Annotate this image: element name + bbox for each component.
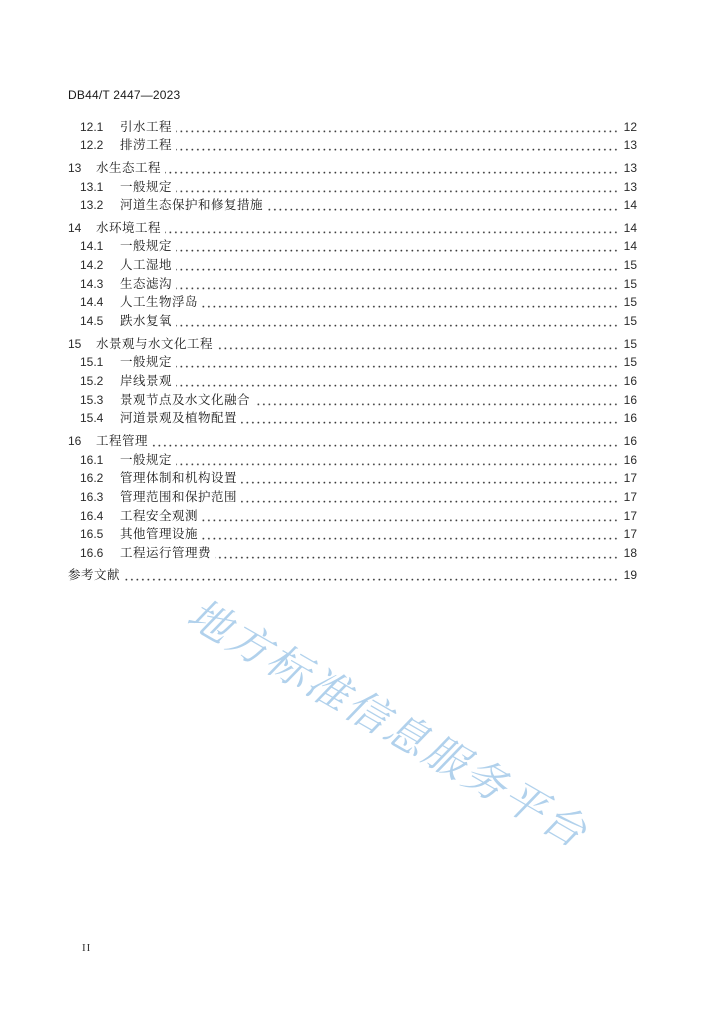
dot-leader: [254, 391, 619, 410]
toc-entry-number: 13.1: [80, 179, 104, 194]
toc-entry-number: 12.1: [80, 119, 104, 134]
toc-entry: [68, 136, 637, 155]
toc-entry-number: 14.3: [80, 276, 104, 291]
dot-leader: [176, 353, 619, 372]
toc-entry-title: 管理范围和保护范围: [120, 489, 238, 504]
toc-entry-page: 17: [623, 508, 637, 523]
toc-entry: [68, 196, 637, 215]
toc-entry-number: 16.1: [80, 452, 104, 467]
toc-entry-title: 岸线景观: [120, 373, 173, 388]
toc-entry-page: 17: [623, 471, 637, 486]
dot-leader: [215, 544, 619, 563]
toc-entry-title: 水环境工程: [96, 220, 162, 235]
toc-entry-references: [68, 566, 637, 585]
toc-entry: [68, 293, 637, 312]
toc-entry-page: 17: [623, 489, 637, 504]
dot-leader: [176, 136, 619, 155]
toc-entry-page: 14: [623, 220, 637, 235]
toc-entry-page: 19: [623, 568, 637, 583]
dot-leader: [202, 507, 619, 526]
table-of-contents: [68, 118, 637, 585]
toc-entry: [68, 488, 637, 507]
toc-entry-title: 引水工程: [120, 119, 173, 134]
toc-entry-number: 15.1: [80, 355, 104, 370]
toc-entry-title: 人工湿地: [120, 258, 173, 273]
toc-entry-title: 排涝工程: [120, 138, 173, 153]
toc-entry: [68, 275, 637, 294]
toc-entry-page: 13: [623, 160, 637, 175]
toc-entry-title: 工程管理: [96, 433, 149, 448]
toc-entry-title: 河道景观及植物配置: [120, 411, 238, 426]
toc-entry-number: 16.4: [80, 508, 104, 523]
dot-leader: [241, 409, 619, 428]
toc-entry-page: 14: [623, 239, 637, 254]
toc-entry-page: 13: [623, 179, 637, 194]
toc-entry: [68, 256, 637, 275]
toc-entry-number: 14.4: [80, 295, 104, 310]
toc-entry-title: 一般规定: [120, 355, 173, 370]
toc-entry-page: 14: [623, 198, 637, 213]
dot-leader: [176, 178, 619, 197]
standard-code-header: DB44/T 2447—2023: [68, 88, 181, 102]
dot-leader: [176, 275, 619, 294]
toc-entry-title: 人工生物浮岛: [120, 295, 199, 310]
dot-leader: [176, 312, 619, 331]
toc-entry: [68, 432, 637, 451]
dot-leader: [217, 335, 619, 354]
toc-entry-number: 16.3: [80, 489, 104, 504]
toc-entry: [68, 544, 637, 563]
toc-entry-number: 15.2: [80, 373, 104, 388]
toc-entry-number: 15: [68, 336, 82, 351]
toc-entry-page: 12: [623, 119, 637, 134]
toc-entry-title: 一般规定: [120, 179, 173, 194]
dot-leader: [202, 525, 619, 544]
dot-leader: [124, 566, 619, 585]
dot-leader: [202, 293, 619, 312]
dot-leader: [152, 432, 619, 451]
dot-leader: [176, 237, 619, 256]
toc-entry-page: 16: [623, 411, 637, 426]
toc-entry: [68, 237, 637, 256]
toc-entry-page: 15: [623, 276, 637, 291]
toc-entry-number: 15.3: [80, 392, 104, 407]
toc-entry-title: 水生态工程: [96, 160, 162, 175]
toc-entry-page: 15: [623, 355, 637, 370]
toc-entry: [68, 159, 637, 178]
toc-entry: [68, 219, 637, 238]
toc-entry-title: 一般规定: [120, 239, 173, 254]
toc-entry: [68, 451, 637, 470]
dot-leader: [176, 118, 619, 137]
toc-entry-page: 15: [623, 314, 637, 329]
toc-entry-number: 15.4: [80, 411, 104, 426]
dot-leader: [176, 372, 619, 391]
toc-entry: [68, 409, 637, 428]
dot-leader: [176, 256, 619, 275]
toc-entry-title: 景观节点及水文化融合: [120, 392, 251, 407]
toc-entry-page: 15: [623, 258, 637, 273]
toc-entry-page: 15: [623, 336, 637, 351]
toc-entry-page: 17: [623, 527, 637, 542]
toc-entry-number: 16: [68, 433, 82, 448]
toc-entry-number: 14.5: [80, 314, 104, 329]
dot-leader: [267, 196, 619, 215]
toc-entry-number: 14: [68, 220, 82, 235]
toc-entry-number: 16.5: [80, 527, 104, 542]
toc-entry-number: 14.1: [80, 239, 104, 254]
toc-entry-title: 跌水复氧: [120, 314, 173, 329]
toc-entry-page: 16: [623, 373, 637, 388]
toc-entry-title: 河道生态保护和修复措施: [120, 198, 264, 213]
toc-entry-title: 工程运行管理费: [120, 545, 212, 560]
toc-entry-number: 16.6: [80, 545, 104, 560]
toc-entry-page: 16: [623, 392, 637, 407]
toc-entry-number: 12.2: [80, 138, 104, 153]
dot-leader: [241, 469, 619, 488]
dot-leader: [176, 451, 619, 470]
toc-entry-number: 16.2: [80, 471, 104, 486]
toc-entry: [68, 391, 637, 410]
toc-entry-title: 一般规定: [120, 452, 173, 467]
dot-leader: [241, 488, 619, 507]
toc-entry-page: 13: [623, 138, 637, 153]
toc-entry-number: 14.2: [80, 258, 104, 273]
toc-entry-title: 管理体制和机构设置: [120, 471, 238, 486]
toc-entry-title: 水景观与水文化工程: [96, 336, 214, 351]
toc-entry-title: 生态滤沟: [120, 276, 173, 291]
toc-entry-number: 13: [68, 160, 82, 175]
toc-entry: [68, 507, 637, 526]
toc-entry: [68, 469, 637, 488]
toc-entry-number: 13.2: [80, 198, 104, 213]
watermark-text: 地方标准信息服务平台: [178, 588, 597, 858]
dot-leader: [165, 159, 619, 178]
toc-entry-page: 16: [623, 433, 637, 448]
toc-entry: [68, 118, 637, 137]
page-number-footer: II: [82, 942, 92, 954]
toc-entry: [68, 312, 637, 331]
toc-entry-title: 参考文献: [68, 568, 121, 583]
dot-leader: [165, 219, 619, 238]
toc-entry: [68, 335, 637, 354]
toc-entry-title: 工程安全观测: [120, 508, 199, 523]
toc-entry-page: 18: [623, 545, 637, 560]
toc-entry-title: 其他管理设施: [120, 527, 199, 542]
toc-entry-page: 15: [623, 295, 637, 310]
toc-entry: [68, 353, 637, 372]
toc-entry: [68, 178, 637, 197]
toc-entry-page: 16: [623, 452, 637, 467]
toc-entry: [68, 372, 637, 391]
toc-entry: [68, 525, 637, 544]
